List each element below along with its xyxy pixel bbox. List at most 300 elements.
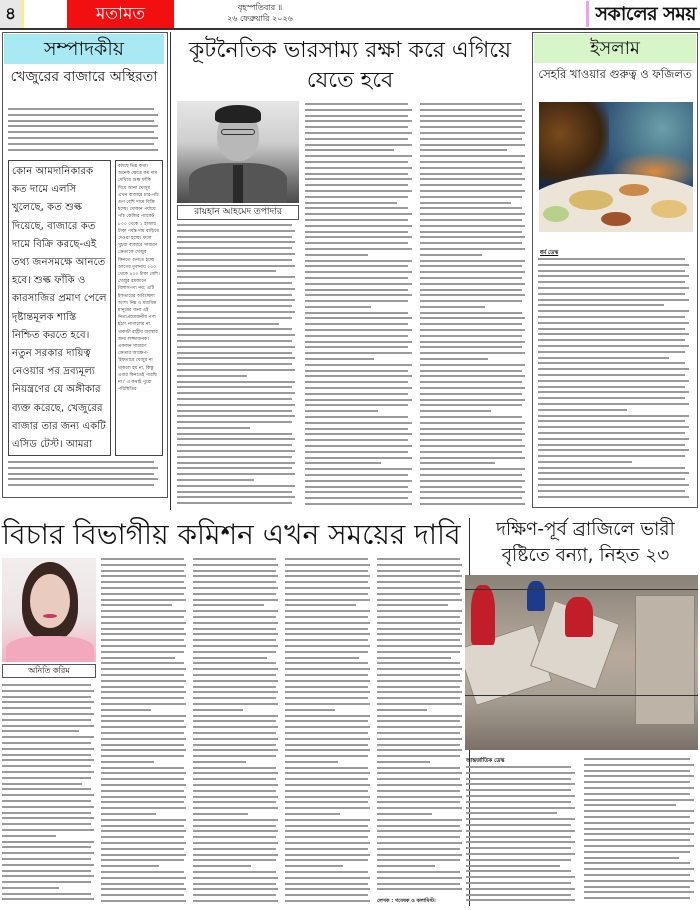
text-line <box>101 616 184 618</box>
text-line <box>538 444 685 446</box>
page-number: ৪ <box>0 0 24 28</box>
text-line <box>193 865 251 867</box>
text-line <box>305 196 408 198</box>
text-line <box>8 143 154 145</box>
text-line <box>538 391 689 393</box>
text-line <box>193 645 278 647</box>
text-line <box>420 503 525 505</box>
text-line <box>420 149 507 151</box>
text-line <box>177 328 292 330</box>
text-line <box>177 317 292 319</box>
text-line <box>420 126 522 128</box>
text-line <box>305 161 408 163</box>
text-line <box>285 570 368 572</box>
text-line <box>177 340 292 342</box>
center-article-col1 <box>177 224 299 510</box>
text-line <box>538 478 685 480</box>
text-line <box>420 381 522 383</box>
text-line <box>538 438 689 440</box>
text-line <box>466 818 575 820</box>
text-line <box>538 293 685 295</box>
text-line <box>305 416 408 418</box>
text-line <box>538 403 689 405</box>
text-line <box>466 888 575 890</box>
text-line <box>2 771 94 773</box>
text-line <box>305 312 408 314</box>
text-line <box>2 765 91 767</box>
text-line <box>305 271 412 273</box>
text-line <box>538 467 685 469</box>
text-line <box>584 775 694 777</box>
text-line <box>420 335 522 337</box>
text-line <box>101 819 186 821</box>
text-line <box>466 783 575 785</box>
text-line <box>420 358 488 360</box>
text-line <box>420 306 485 308</box>
text-line <box>101 871 184 873</box>
brazil-article-col1 <box>466 766 578 906</box>
text-line <box>305 155 412 157</box>
text-line <box>584 758 690 760</box>
text-line <box>305 323 408 325</box>
text-line <box>101 888 186 890</box>
text-line <box>101 865 159 867</box>
text-line <box>538 397 685 399</box>
text-line <box>305 265 408 267</box>
text-line <box>101 836 184 838</box>
text-line <box>177 502 292 504</box>
text-line <box>177 369 295 371</box>
islam-article-text <box>538 258 694 504</box>
text-line <box>193 767 276 769</box>
text-line <box>466 894 571 896</box>
text-line <box>2 875 94 877</box>
text-line <box>538 275 689 277</box>
text-line <box>305 173 408 175</box>
text-line <box>420 317 525 319</box>
text-line <box>193 877 278 879</box>
text-line <box>538 426 689 428</box>
text-line <box>285 680 370 682</box>
text-line <box>538 351 685 353</box>
text-line <box>377 691 462 693</box>
text-line <box>101 801 184 803</box>
text-line <box>466 847 571 849</box>
text-line <box>305 260 412 262</box>
text-line <box>420 207 522 209</box>
text-line <box>377 645 462 647</box>
text-line <box>305 207 408 209</box>
text-line <box>177 450 295 452</box>
text-line <box>420 404 522 406</box>
text-line <box>193 825 276 827</box>
text-line <box>285 691 370 693</box>
text-line <box>466 830 575 832</box>
text-line <box>2 754 91 756</box>
text-line <box>8 125 158 127</box>
text-line <box>101 680 186 682</box>
text-line <box>285 825 368 827</box>
text-line <box>305 399 412 401</box>
text-line <box>193 657 267 659</box>
text-line <box>2 684 91 686</box>
text-line <box>285 715 370 717</box>
text-line <box>466 812 557 814</box>
text-line <box>584 839 690 841</box>
text-line <box>305 202 397 204</box>
text-line <box>177 392 295 394</box>
text-line <box>193 587 278 589</box>
text-line <box>2 812 91 814</box>
text-line <box>377 651 460 653</box>
text-line <box>101 767 184 769</box>
text-line <box>377 558 460 560</box>
text-line <box>2 823 91 825</box>
text-line <box>377 854 462 856</box>
text-line <box>466 807 575 809</box>
text-line <box>420 370 522 372</box>
text-line <box>101 772 186 774</box>
text-line <box>584 810 694 812</box>
text-line <box>285 686 368 688</box>
text-line <box>305 242 408 244</box>
bottom-article-credit: লেখক : গবেষক ও কলামিস্ট। <box>377 898 436 904</box>
text-line <box>285 633 370 635</box>
text-line <box>420 184 522 186</box>
text-line <box>377 888 462 890</box>
text-line <box>538 333 689 335</box>
text-line <box>305 457 412 459</box>
text-line <box>2 817 94 819</box>
text-line <box>101 674 184 676</box>
text-line <box>420 120 525 122</box>
text-line <box>193 691 278 693</box>
text-line <box>2 864 94 866</box>
text-line <box>305 335 408 337</box>
text-line <box>420 271 525 273</box>
text-line <box>285 657 359 659</box>
text-line <box>101 813 156 815</box>
islam-section-label: ইসলাম <box>534 34 696 63</box>
newspaper-logo: সকালের সময় <box>586 1 696 27</box>
text-line <box>285 639 368 641</box>
issue-day: বৃহস্পতিবার ॥ <box>237 3 283 12</box>
text-line <box>193 628 276 630</box>
text-line <box>2 713 94 715</box>
text-line <box>377 697 460 699</box>
text-line <box>305 144 412 146</box>
text-line <box>2 829 94 831</box>
text-line <box>177 473 295 475</box>
text-line <box>193 709 243 711</box>
editorial-title: খেজুরের বাজারে অস্থিরতা <box>10 69 158 85</box>
text-line <box>466 899 575 901</box>
text-line <box>193 633 278 635</box>
text-line <box>420 416 522 418</box>
text-line <box>466 882 571 884</box>
text-line <box>193 888 278 890</box>
text-line <box>305 445 412 447</box>
text-line <box>584 857 679 859</box>
text-line <box>101 593 184 595</box>
text-line <box>193 720 276 722</box>
text-line <box>420 173 522 175</box>
text-line <box>305 109 412 111</box>
text-line <box>538 270 685 272</box>
text-line <box>377 633 462 635</box>
text-line <box>101 749 186 751</box>
text-line <box>8 149 158 151</box>
text-line <box>305 375 412 377</box>
text-line <box>285 593 368 595</box>
text-line <box>305 213 412 215</box>
text-line <box>101 668 186 670</box>
text-line <box>420 341 525 343</box>
text-line <box>101 662 184 664</box>
text-line <box>584 764 694 766</box>
center-article-col3 <box>420 103 528 510</box>
text-line <box>420 260 525 262</box>
text-line <box>177 311 295 313</box>
text-line <box>193 848 276 850</box>
text-line <box>193 558 276 560</box>
text-line <box>2 730 79 732</box>
text-line <box>193 732 276 734</box>
text-line <box>466 853 575 855</box>
text-line <box>2 736 94 738</box>
text-line <box>420 462 495 464</box>
text-line <box>420 433 525 435</box>
text-line <box>193 599 278 601</box>
text-line <box>305 283 412 285</box>
text-line <box>377 790 460 792</box>
text-line <box>2 759 94 761</box>
sehri-food-photo <box>539 102 693 232</box>
text-line <box>538 472 689 474</box>
text-line <box>177 485 295 487</box>
text-line <box>193 604 264 606</box>
text-line <box>305 364 412 366</box>
text-line <box>538 386 685 388</box>
text-line <box>420 236 525 238</box>
column-divider <box>170 32 171 510</box>
text-line <box>2 852 94 854</box>
text-line <box>305 289 408 291</box>
text-line <box>101 883 184 885</box>
text-line <box>2 800 91 802</box>
text-line <box>101 744 184 746</box>
text-line <box>101 830 186 832</box>
text-line <box>420 300 522 302</box>
text-line <box>193 883 276 885</box>
text-line <box>8 473 154 475</box>
text-line <box>305 277 408 279</box>
text-line <box>377 784 462 786</box>
text-line <box>8 461 154 463</box>
text-line <box>538 281 685 283</box>
text-line <box>101 720 184 722</box>
text-line <box>584 816 690 818</box>
text-line <box>177 282 292 284</box>
text-line <box>377 738 462 740</box>
text-line <box>377 836 460 838</box>
islam-desk-label: ধর্ম ডেস্ক <box>540 250 559 256</box>
text-line <box>193 668 278 670</box>
text-line <box>177 427 250 429</box>
text-line <box>285 883 368 885</box>
text-line <box>305 103 408 105</box>
text-line <box>420 225 525 227</box>
text-line <box>420 178 525 180</box>
text-line <box>420 474 522 476</box>
brazil-article-col2 <box>584 758 697 906</box>
text-line <box>285 819 370 821</box>
text-line <box>285 767 368 769</box>
text-line <box>193 581 276 583</box>
text-line <box>538 287 689 289</box>
text-line <box>377 883 460 885</box>
text-line <box>420 486 522 488</box>
text-line <box>420 167 525 169</box>
text-line <box>420 428 522 430</box>
text-line <box>193 784 278 786</box>
text-line <box>584 822 694 824</box>
text-line <box>420 109 525 111</box>
text-line <box>377 778 460 780</box>
text-line <box>101 854 186 856</box>
text-line <box>466 870 571 872</box>
text-line <box>177 410 292 412</box>
text-line <box>285 628 368 630</box>
text-line <box>377 639 460 641</box>
bottom-article-col1a <box>2 684 97 908</box>
text-line <box>193 726 278 728</box>
text-line <box>285 703 370 705</box>
text-line <box>101 825 184 827</box>
text-line <box>193 894 276 896</box>
text-line <box>538 339 685 341</box>
text-line <box>420 248 525 250</box>
text-line <box>377 622 462 624</box>
text-line <box>285 587 370 589</box>
text-line <box>377 680 462 682</box>
text-line <box>420 202 511 204</box>
text-line <box>420 132 525 134</box>
text-line <box>584 781 690 783</box>
text-line <box>538 357 669 359</box>
text-line <box>285 558 368 560</box>
text-line <box>177 404 295 406</box>
text-line <box>538 455 685 457</box>
text-line <box>177 334 295 336</box>
text-line <box>305 428 408 430</box>
text-line <box>305 149 394 151</box>
text-line <box>420 294 525 296</box>
text-line <box>177 433 292 435</box>
text-line <box>420 144 525 146</box>
text-line <box>420 375 525 377</box>
text-line <box>377 720 460 722</box>
text-line <box>177 294 292 296</box>
text-line <box>101 842 186 844</box>
text-line <box>2 748 94 750</box>
text-line <box>193 639 276 641</box>
text-line <box>193 854 278 856</box>
text-line <box>177 415 295 417</box>
text-line <box>285 674 368 676</box>
text-line <box>538 264 689 266</box>
text-line <box>177 247 292 249</box>
text-line <box>177 241 295 243</box>
text-line <box>538 368 689 370</box>
text-line <box>101 732 184 734</box>
text-line <box>420 265 522 267</box>
bottom-article-col1b <box>101 558 189 908</box>
text-line <box>101 877 186 879</box>
text-line <box>2 690 94 692</box>
text-line <box>420 422 525 424</box>
text-line <box>285 761 338 763</box>
text-line <box>420 254 482 256</box>
text-line <box>420 155 525 157</box>
text-line <box>420 364 525 366</box>
text-line <box>466 795 575 797</box>
text-line <box>101 807 186 809</box>
text-line <box>466 778 571 780</box>
text-line <box>285 790 368 792</box>
text-line <box>2 858 91 860</box>
text-line <box>285 836 368 838</box>
text-line <box>466 841 575 843</box>
text-line <box>584 891 694 893</box>
text-line <box>377 732 460 734</box>
text-line <box>377 564 462 566</box>
text-line <box>377 848 460 850</box>
text-line <box>420 410 491 412</box>
text-line <box>466 801 571 803</box>
text-line <box>101 778 184 780</box>
text-line <box>305 126 408 128</box>
text-line <box>305 358 374 360</box>
center-article-col2 <box>305 103 415 510</box>
text-line <box>177 462 295 464</box>
text-line <box>193 616 276 618</box>
text-line <box>305 410 378 412</box>
text-line <box>8 484 154 486</box>
page-header <box>0 0 700 30</box>
text-line <box>584 851 690 853</box>
text-line <box>584 799 694 801</box>
text-line <box>177 375 247 377</box>
text-line <box>377 859 460 861</box>
text-line <box>193 749 278 751</box>
text-line <box>101 738 186 740</box>
text-line <box>193 744 276 746</box>
text-line <box>538 345 689 347</box>
text-line <box>177 363 292 365</box>
text-line <box>377 865 435 867</box>
text-line <box>420 457 525 459</box>
text-line <box>193 610 278 612</box>
text-line <box>420 283 525 285</box>
text-line <box>285 784 370 786</box>
text-line <box>305 503 412 505</box>
text-line <box>2 806 94 808</box>
text-line <box>101 570 184 572</box>
text-line <box>377 755 460 757</box>
text-line <box>305 381 408 383</box>
text-line <box>193 622 278 624</box>
